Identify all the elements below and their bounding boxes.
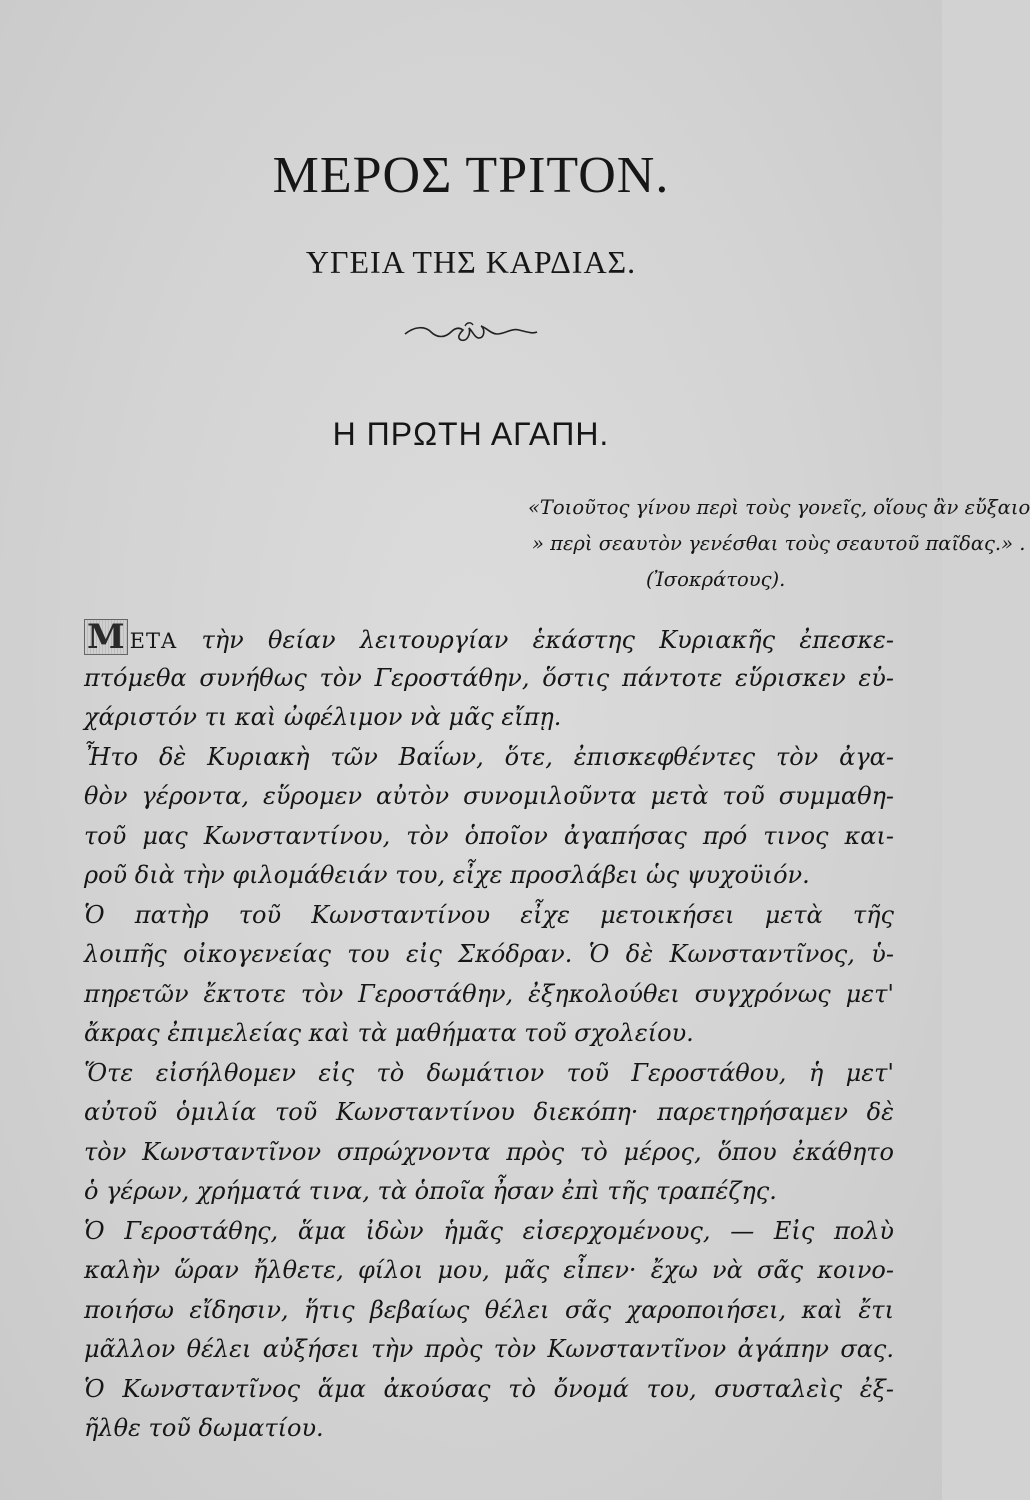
body-line: θὸν γέροντα, εὕρομεν αὐτὸν συνομιλοῦντα μετὰ τοῦ συμμαθη- bbox=[84, 782, 894, 810]
drop-cap: Μ bbox=[84, 619, 128, 655]
part-subtitle: ΥΓΕΙΑ ΤΗΣ ΚΑΡΔΙΑΣ. bbox=[305, 244, 637, 280]
body-line: ποιήσω εἴδησιν, ἥτις βεβαίως θέλει σᾶς χαροποιήσει, καὶ ἔτι bbox=[84, 1295, 894, 1324]
epigraph-line: «Τοιοῦτος γίνου περὶ τοὺς γονεῖς, οἵους ἂν εὔξαιο bbox=[528, 496, 1030, 519]
body-line: Ἦτο δὲ Κυριακὴ τῶν Βαΐων, ὅτε, ἐπισκεφθέντες τὸν ἀγα- bbox=[84, 742, 894, 771]
body-line: τοῦ μας Κωνσταντίνου, τὸν ὁποῖον ἀγαπήσας πρό τινος και- bbox=[84, 821, 894, 850]
body-line: Ὅτε εἰσήλθομεν εἰς τὸ δωμάτιον τοῦ Γεροστάθου, ἡ μετ' bbox=[84, 1058, 894, 1087]
body-line: πτόμεθα συνήθως τὸν Γεροστάθην, ὅστις πάντοτε εὕρισκεν εὐ- bbox=[84, 663, 894, 692]
chapter-body bbox=[84, 619, 894, 1449]
body-line-text: τὴν θείαν λειτουργίαν ἑκάστης Κυριακῆς ἐπεσκε- bbox=[177, 626, 894, 654]
first-word-caps: ΕΤΑ bbox=[129, 629, 178, 653]
body-line: πηρετῶν ἔκτοτε τὸν Γεροστάθην, ἐξηκολούθει συγχρόνως μετ' bbox=[84, 979, 894, 1008]
body-line: χάριστόν τι καὶ ὠφέλιμον νὰ μᾶς εἴπῃ. bbox=[84, 703, 562, 731]
body-line: τὸν Κωνσταντῖνον σπρώχνοντα πρὸς τὸ μέρος, ὅπου ἐκάθητο bbox=[84, 1137, 894, 1166]
body-line: ροῦ διὰ τὴν φιλομάθειάν του, εἶχε προσλάβει ὡς ψυχοϋιόν. bbox=[84, 861, 810, 889]
epigraph-attribution: (Ἰσοκράτους). bbox=[646, 568, 786, 591]
body-line: Ὁ Κωνσταντῖνος ἅμα ἀκούσας τὸ ὄνομά του, συσταλεὶς ἐξ- bbox=[84, 1374, 894, 1403]
epigraph-line: » περὶ σεαυτὸν γενέσθαι τοὺς σεαυτοῦ παῖδας.» . bbox=[532, 532, 1026, 555]
body-line: ἄκρας ἐπιμελείας καὶ τὰ μαθήματα τοῦ σχολείου. bbox=[84, 1019, 694, 1047]
decorative-flourish bbox=[401, 318, 541, 346]
body-line: αὐτοῦ ὁμιλία τοῦ Κωνσταντίνου διεκόπη· παρετηρήσαμεν δὲ bbox=[84, 1098, 894, 1126]
body-line: ὁ γέρων, χρήματά τινα, τὰ ὁποῖα ἦσαν ἐπὶ τῆς τραπέζης. bbox=[84, 1177, 777, 1205]
epigraph bbox=[528, 490, 1030, 598]
body-line: ῆλθε τοῦ δωματίου. bbox=[84, 1414, 324, 1442]
part-title: ΜΕΡΟΣ ΤΡΙΤΟΝ. bbox=[272, 147, 670, 204]
body-line-first bbox=[84, 619, 894, 659]
body-line: Ὁ πατὴρ τοῦ Κωνσταντίνου εἶχε μετοικήσει μετὰ τῆς bbox=[84, 900, 894, 929]
chapter-title: Η ΠΡΩΤΗ ΑΓΑΠΗ. bbox=[332, 416, 610, 452]
body-line: καλὴν ὥραν ἤλθετε, φίλοι μου, μᾶς εἶπεν· ἔχω νὰ σᾶς κοινο- bbox=[84, 1256, 894, 1284]
body-line: λοιπῆς οἰκογενείας του εἰς Σκόδραν. Ὁ δὲ Κωνσταντῖνος, ὑ- bbox=[84, 940, 894, 968]
body-line: μᾶλλον θέλει αὐξήσει τὴν πρὸς τὸν Κωνσταντῖνον ἀγάπην σας. bbox=[84, 1335, 894, 1363]
body-line: Ὁ Γεροστάθης, ἅμα ἰδὼν ἡμᾶς εἰσερχομένους, — Εἰς πολὺ bbox=[84, 1216, 894, 1245]
